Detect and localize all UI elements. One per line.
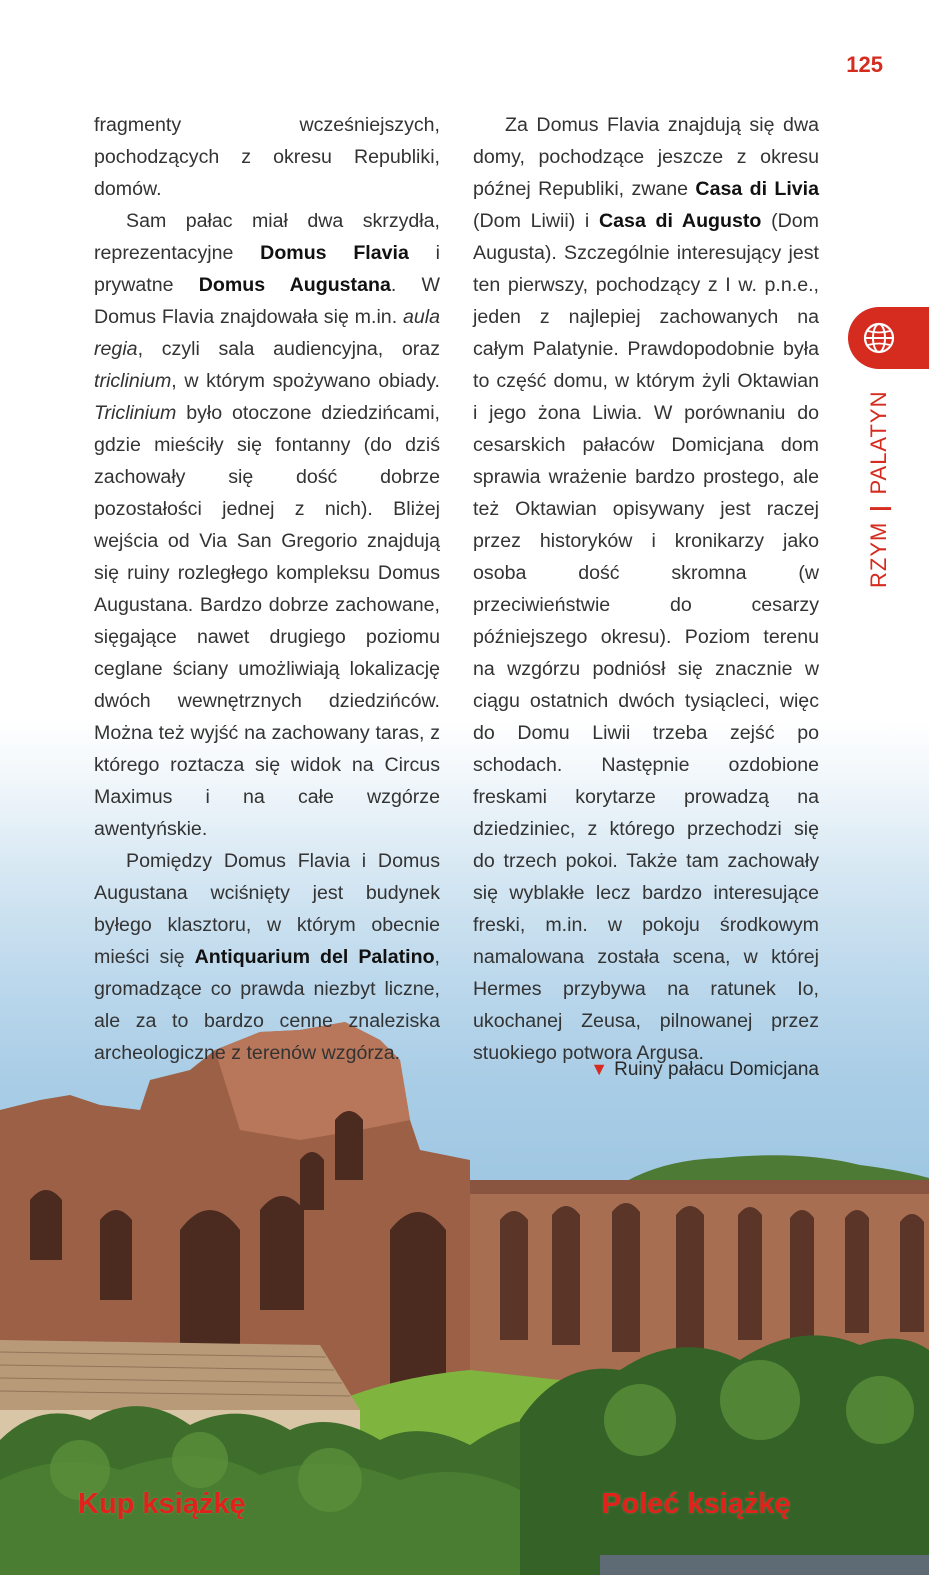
paragraph: fragmenty wcześniejszych, pochodzących z okresu Republiki, domów. (94, 114, 440, 200)
left-text-column (94, 109, 440, 1069)
recommend-book-button[interactable]: Poleć książkę (602, 1488, 791, 1520)
chapter-tab (848, 307, 929, 369)
caption-text: Ruiny pałacu Domicjana (614, 1059, 819, 1080)
globe-icon (862, 321, 896, 355)
chapter-city: RZYM (866, 521, 891, 588)
caption-marker-icon: ▼ (590, 1059, 609, 1079)
page-number: 125 (846, 52, 883, 77)
chapter-label (866, 391, 892, 588)
chapter-separator: | (866, 504, 891, 512)
paragraph: Za Domus Flavia znajdują się dwa domy, pochodzące jeszcze z okresu późnej Republiki, zwane Casa di Livia (Dom Liwii) i Casa di Augusto (Dom Augusta). Szczególnie interesujący jest ten pierwszy, pochodzący z I w. p.n.e., jeden z najlepiej zachowanych na całym Palatynie. Prawdopodobnie była to część domu, w którym żyli Oktawian i jego żona Liwia. W porównaniu do cesarskich pałaców Domicjana dom sprawia wrażenie bardzo prostego, ale też Oktawian opisywany jest raczej przez historyków i kronikarzy jako osoba dość skromna (w przeciwieństwie do cesarzy późniejszego okresu). Poziom terenu na wzgórzu podniósł się znacznie w ciągu ostatnich dwóch tysiącleci, więc do Domu Liwii trzeba zejść po schodach. Następnie ozdobione freskami korytarze prowadzą na dziedziniec, z którego przechodzi się do trzech pokoi. Także tam zachowały się wyblakłe lecz bardzo interesujące freski, m.in. w pokoju środkowym namalowana została scena, w której Hermes przybywa na ratunek Io, ukochanej Zeusa, pilnowanej przez stuokiego potwora Argusa. (473, 114, 819, 1064)
photo-caption (590, 1059, 819, 1081)
right-text-column (473, 109, 819, 1069)
chapter-section: PALATYN (866, 390, 891, 495)
paragraph: Pomiędzy Domus Flavia i Domus Augustana wciśnięty jest budynek byłego klasztoru, w którym obecnie mieści się Antiquarium del Palatino, gromadzące co prawda niezbyt liczne, ale za to bardzo cenne znaleziska archeologiczne z terenów wzgórza. (94, 850, 440, 1064)
buy-book-button[interactable]: Kup książkę (78, 1488, 246, 1520)
paragraph: Sam pałac miał dwa skrzydła, reprezentacyjne Domus Flavia i prywatne Domus Augustana. W Domus Flavia znajdowała się m.in. aula regia, czyli sala audiencyjna, oraz triclinium, w którym spożywano obiady. Triclinium było otoczone dziedzińcami, gdzie mieściły się fontanny (do dziś zachowały się dość dobrze pozostałości jednej z nich). Bliżej wejścia od Via San Gregorio znajdują się ruiny rozległego kompleksu Domus Augustana. Bardzo dobrze zachowane, sięgające nawet drugiego poziomu ceglane ściany umożliwiają lokalizację dwóch wewnętrznych dziedzińców. Można też wyjść na zachowany taras, z którego roztacza się widok na Circus Maximus i na całe wzgórze awentyńskie. (94, 210, 440, 840)
